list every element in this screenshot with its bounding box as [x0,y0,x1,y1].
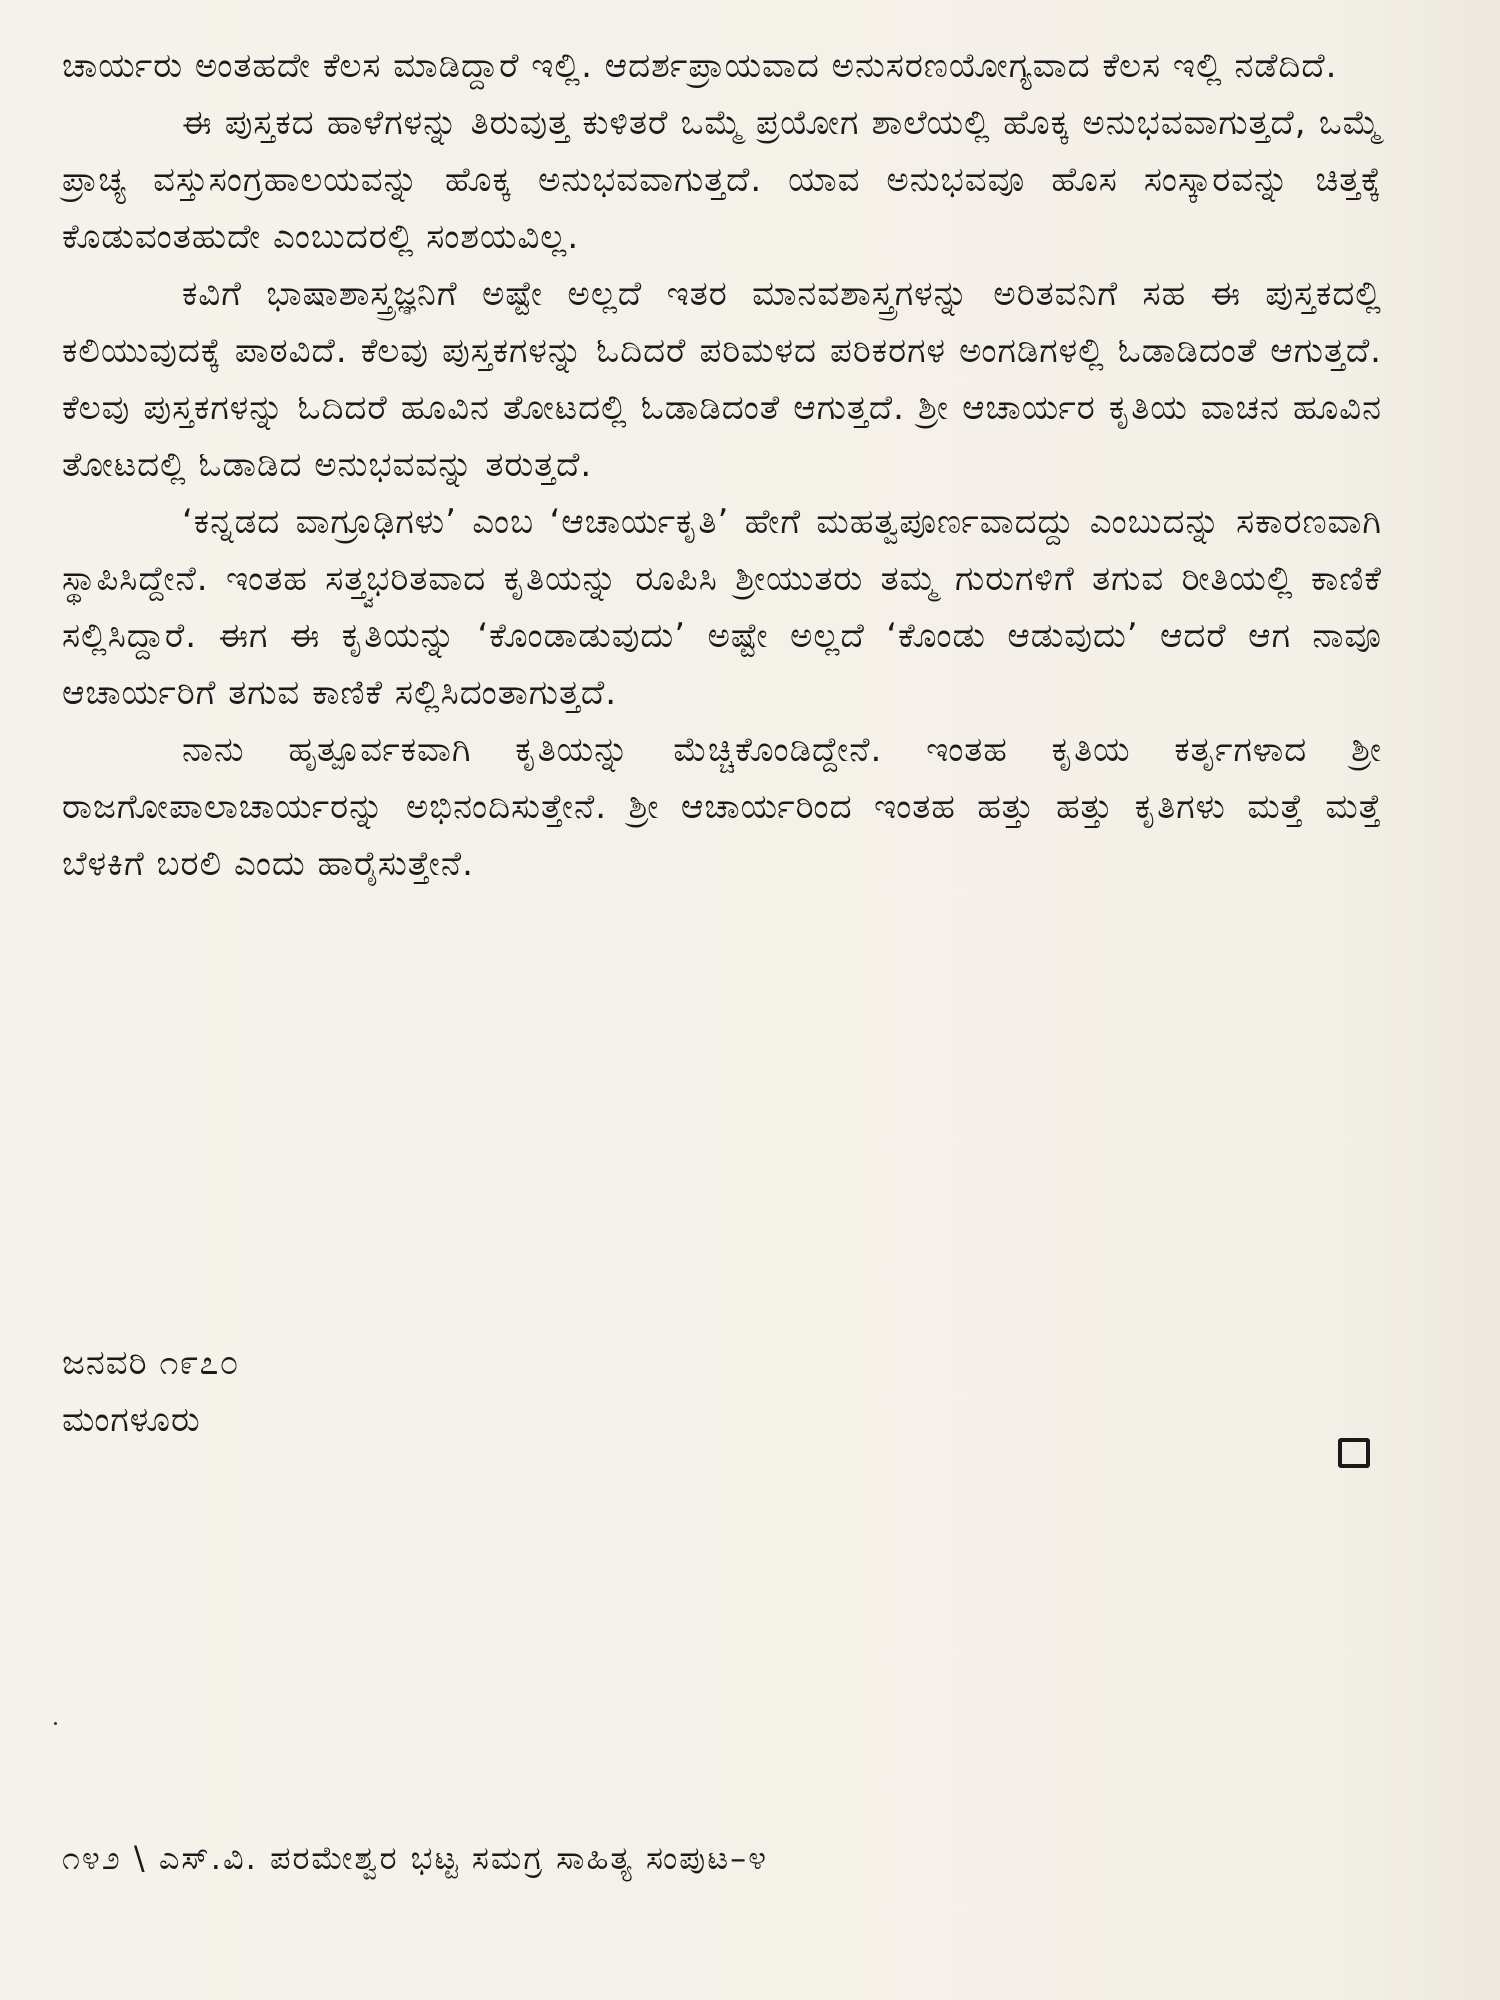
paragraph-1: ಚಾರ್ಯರು ಅಂತಹದೇ ಕೆಲಸ ಮಾಡಿದ್ದಾರೆ ಇಲ್ಲಿ. ಆದರ್ಶಪ್ರಾಯವಾದ ಅನುಸರಣಯೋಗ್ಯವಾದ ಕೆಲಸ ಇಲ್ಲಿ ನಡೆದಿದೆ. [62,46,1338,86]
body-text [62,38,1382,893]
paragraph-3: ಕವಿಗೆ ಭಾಷಾಶಾಸ್ತ್ರಜ್ಞನಿಗೆ ಅಷ್ಟೇ ಅಲ್ಲದೆ ಇತರ ಮಾನವಶಾಸ್ತ್ರಗಳನ್ನು ಅರಿತವನಿಗೆ ಸಹ ಈ ಪುಸ್ತಕದಲ್ಲಿ ಕಲಿಯುವುದಕ್ಕೆ ಪಾಠವಿದೆ. ಕೆಲವು ಪುಸ್ತಕಗಳನ್ನು ಓದಿದರೆ ಪರಿಮಳದ ಪರಿಕರಗಳ ಅಂಗಡಿಗಳಲ್ಲಿ ಓಡಾಡಿದಂತೆ ಆಗುತ್ತದೆ. ಕೆಲವು ಪುಸ್ತಕಗಳನ್ನು ಓದಿದರೆ ಹೂವಿನ ತೋಟದಲ್ಲಿ ಓಡಾಡಿದಂತೆ ಆಗುತ್ತದೆ. ಶ್ರೀ ಆಚಾರ್ಯರ ಕೃತಿಯ ವಾಚನ ಹೂವಿನ ತೋಟದಲ್ಲಿ ಓಡಾಡಿದ ಅನುಭವವನ್ನು ತರುತ್ತದೆ. [62,274,1382,485]
paragraph-5: ನಾನು ಹೃತ್ಪೂರ್ವಕವಾಗಿ ಕೃತಿಯನ್ನು ಮೆಚ್ಚಿಕೊಂಡಿದ್ದೇನೆ. ಇಂತಹ ಕೃತಿಯ ಕರ್ತೃಗಳಾದ ಶ್ರೀ ರಾಜಗೋಪಾಲಾಚಾರ್ಯರನ್ನು ಅಭಿನಂದಿಸುತ್ತೇನೆ. ಶ್ರೀ ಆಚಾರ್ಯರಿಂದ ಇಂತಹ ಹತ್ತು ಹತ್ತು ಕೃತಿಗಳು ಮತ್ತೆ ಮತ್ತೆ ಬೆಳಕಿಗೆ ಬರಲಿ ಎಂದು ಹಾರೈಸುತ್ತೇನೆ. [62,730,1382,884]
paragraph-2: ಈ ಪುಸ್ತಕದ ಹಾಳೆಗಳನ್ನು ತಿರುವುತ್ತ ಕುಳಿತರೆ ಒಮ್ಮೆ ಪ್ರಯೋಗ ಶಾಲೆಯಲ್ಲಿ ಹೊಕ್ಕ ಅನುಭವವಾಗುತ್ತದೆ, ಒಮ್ಮೆ ಪ್ರಾಚ್ಯ ವಸ್ತುಸಂಗ್ರಹಾಲಯವನ್ನು ಹೊಕ್ಕ ಅನುಭವವಾಗುತ್ತದೆ. ಯಾವ ಅನುಭವವೂ ಹೊಸ ಸಂಸ್ಕಾರವನ್ನು ಚಿತ್ತಕ್ಕೆ ಕೊಡುವಂತಹುದೇ ಎಂಬುದರಲ್ಲಿ ಸಂಶಯವಿಲ್ಲ. [62,103,1382,257]
end-of-section-mark [1338,1438,1370,1468]
print-speck [54,1722,57,1725]
page-footer: ೧೪೨ \ ಎಸ್.ವಿ. ಪರಮೇಶ್ವರ ಭಟ್ಟ ಸಮಗ್ರ ಸಾಹಿತ್ಯ ಸಂಪುಟ–೪ [62,1839,769,1877]
signoff [62,1335,240,1449]
signoff-date: ಜನವರಿ ೧೯೭೦ [62,1343,240,1383]
paragraph-4: ‘ಕನ್ನಡದ ವಾಗ್ರೂಢಿಗಳು’ ಎಂಬ ‘ಆಚಾರ್ಯಕೃತಿ’ ಹೇಗೆ ಮಹತ್ವಪೂರ್ಣವಾದದ್ದು ಎಂಬುದನ್ನು ಸಕಾರಣವಾಗಿ ಸ್ಥಾಪಿಸಿದ್ದೇನೆ. ಇಂತಹ ಸತ್ತ್ವಭರಿತವಾದ ಕೃತಿಯನ್ನು ರೂಪಿಸಿ ಶ್ರೀಯುತರು ತಮ್ಮ ಗುರುಗಳಿಗೆ ತಗುವ ರೀತಿಯಲ್ಲಿ ಕಾಣಿಕೆ ಸಲ್ಲಿಸಿದ್ದಾರೆ. ಈಗ ಈ ಕೃತಿಯನ್ನು ‘ಕೊಂಡಾಡುವುದು’ ಅಷ್ಟೇ ಅಲ್ಲದೆ ‘ಕೊಂಡು ಆಡುವುದು’ ಆದರೆ ಆಗ ನಾವೂ ಆಚಾರ್ಯರಿಗೆ ತಗುವ ಕಾಣಿಕೆ ಸಲ್ಲಿಸಿದಂತಾಗುತ್ತದೆ. [62,502,1382,713]
signoff-place: ಮಂಗಳೂರು [62,1400,201,1440]
